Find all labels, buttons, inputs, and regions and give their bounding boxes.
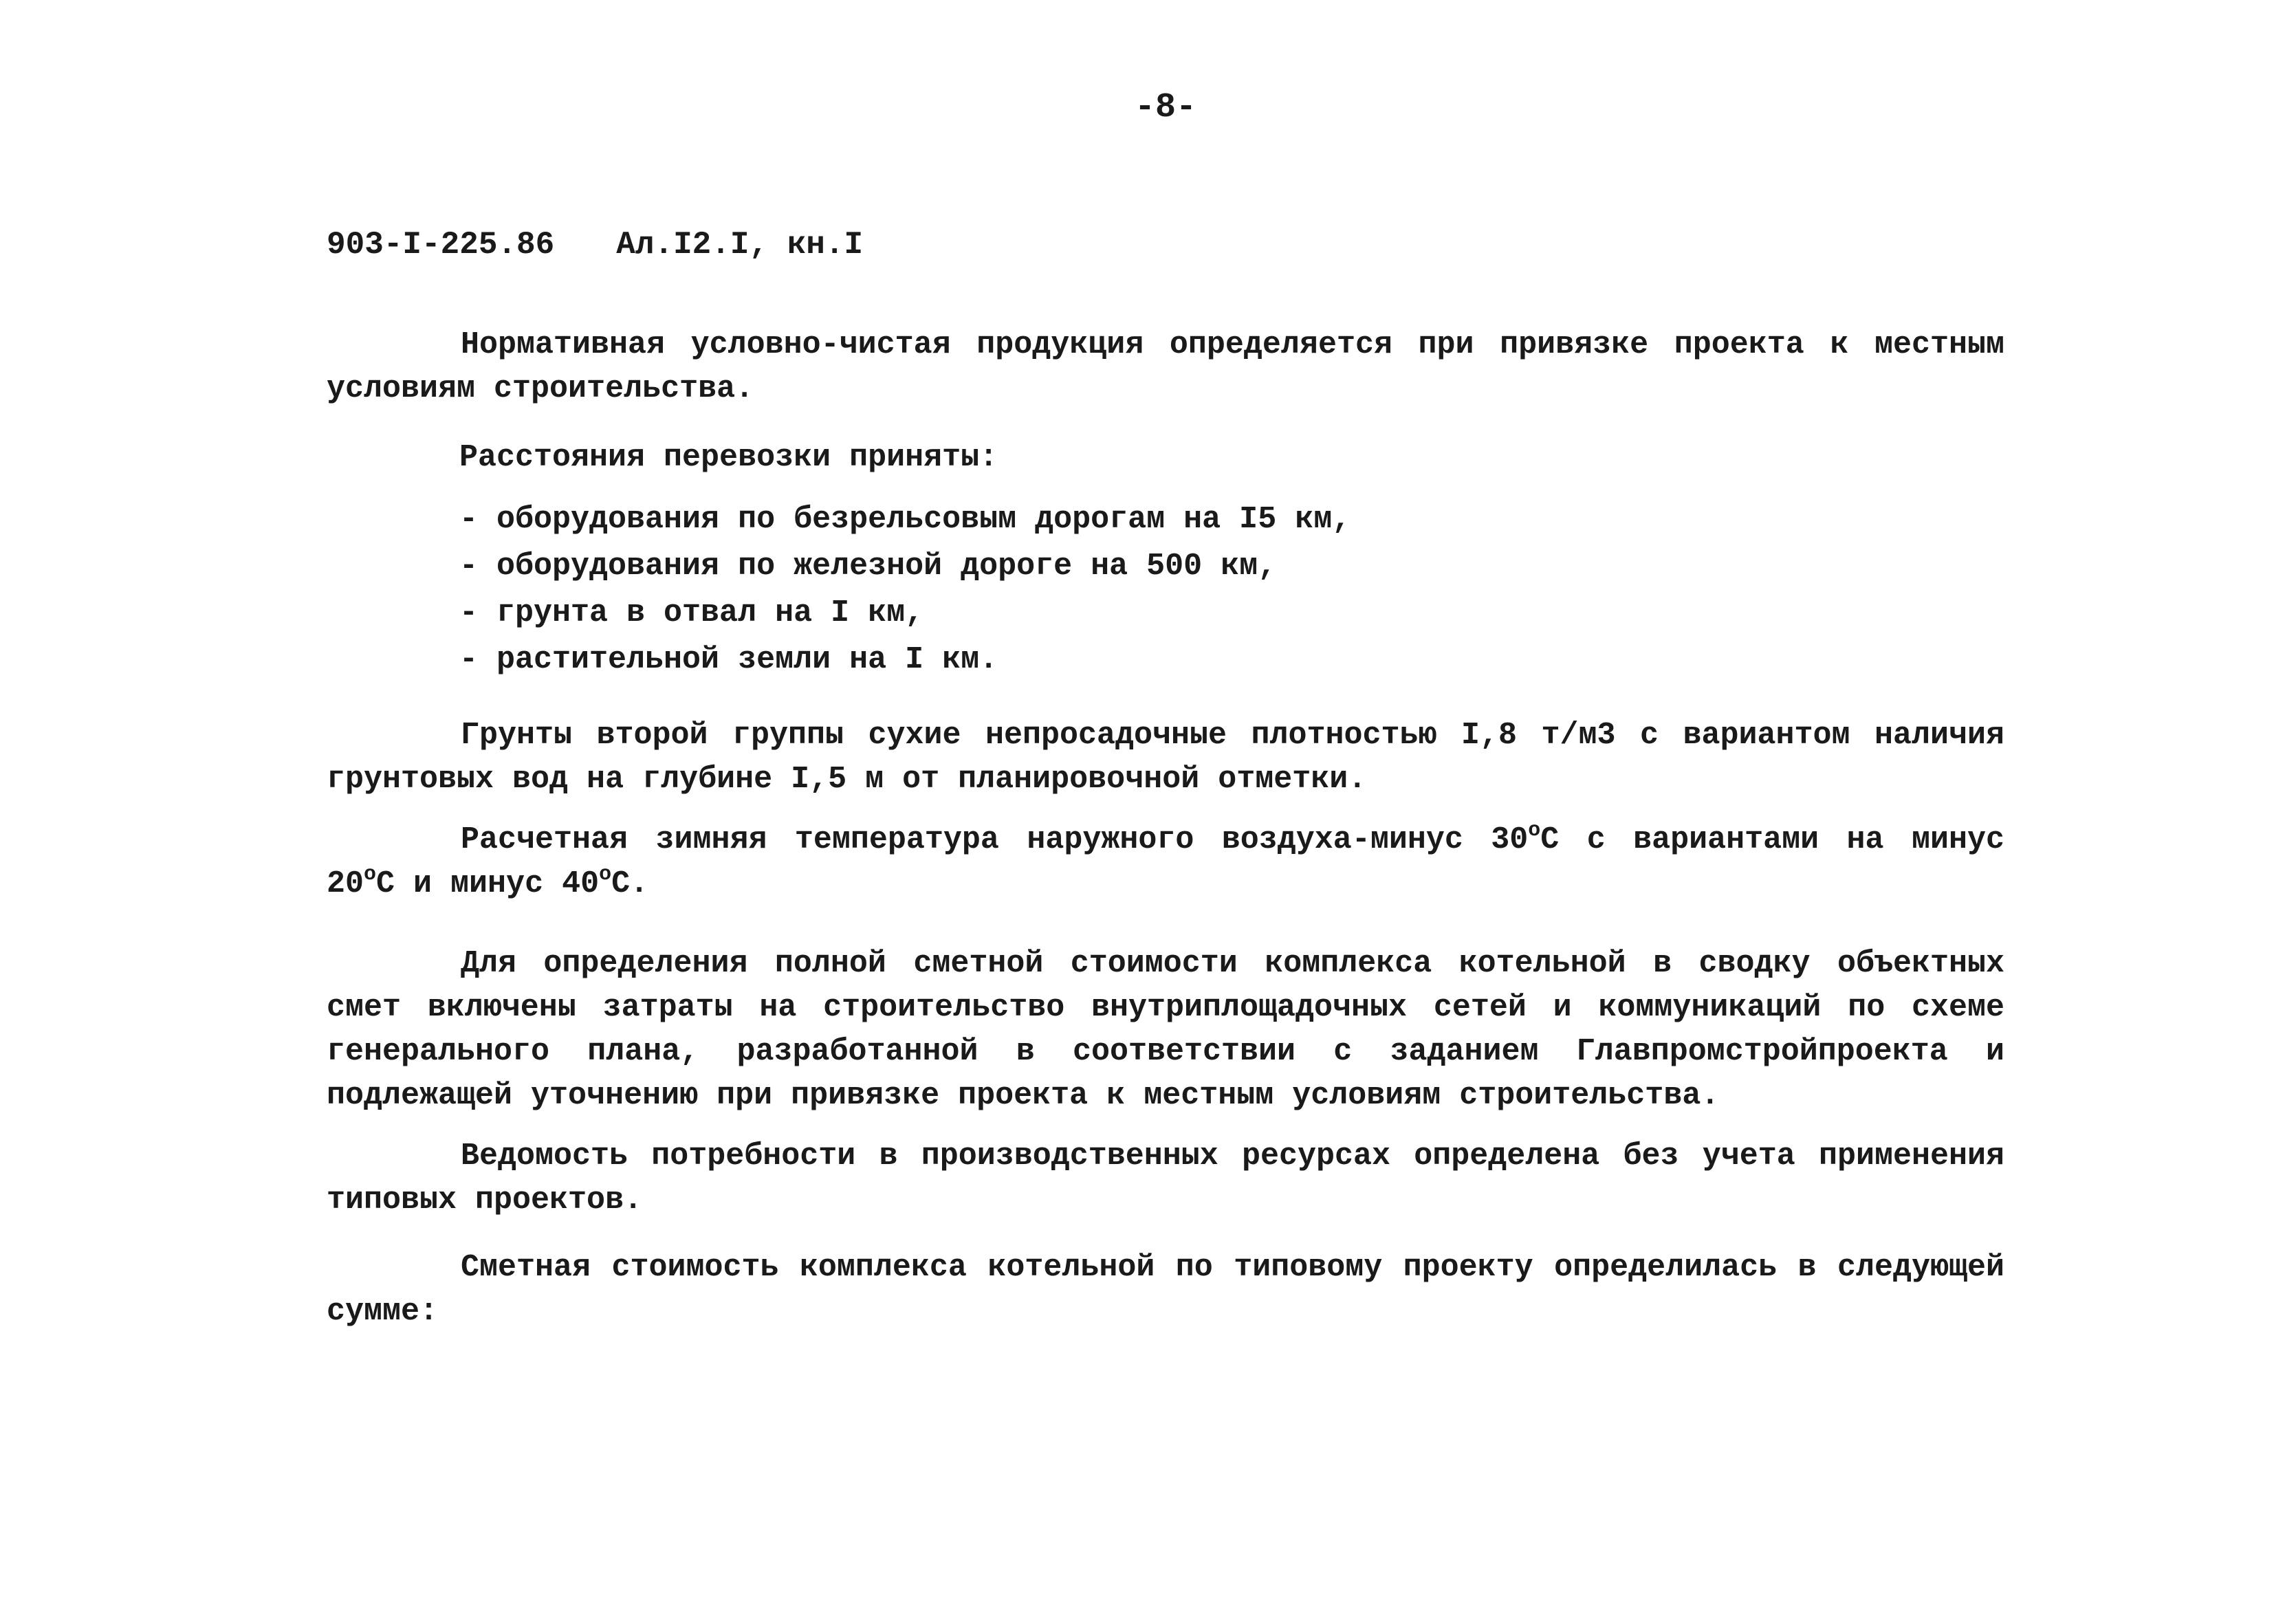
list-item: - грунта в отвал на I км,: [459, 595, 924, 630]
list-item: - растительной земли на I км.: [459, 642, 998, 677]
page-number: -8-: [1135, 88, 1197, 127]
list-item: - оборудования по безрельсовым дорогам на I5 км,: [459, 502, 1351, 537]
paragraph-soils: Грунты второй группы сухие непросадочные плотностью I,8 т/м3 с вариантом наличия грунтовых вод на глубине I,5 м от планировочной отметки.: [327, 718, 2004, 797]
temperature-text-d: С.: [611, 866, 649, 901]
album-reference: Ал.I2.I, кн.I: [616, 227, 864, 263]
paragraph-normative-production: Нормативная условно-чистая продукция определяется при привязке проекта к местным условиям строительства.: [327, 327, 2004, 406]
degree-sign: о: [1528, 819, 1541, 842]
transport-distance-list: [459, 496, 1972, 683]
degree-sign: о: [599, 863, 612, 886]
paragraph-estimated-total: Сметная стоимость комплекса котельной по типовому проекту определилась в следующей сумме:: [327, 1250, 2004, 1329]
paragraph-transport-distances: Расстояния перевозки приняты:: [459, 440, 998, 475]
degree-sign: о: [364, 863, 377, 886]
temperature-text-c: С и минус 40: [376, 866, 600, 901]
list-item: - оборудования по железной дороге на 500 км,: [459, 549, 1277, 584]
paragraph-resource-statement: Ведомость потребности в производственных ресурсах определена без учета применения типовых проектов.: [327, 1139, 2004, 1218]
temperature-text-b: С с вариантами на минус 20: [327, 822, 2004, 901]
temperature-text-a: Расчетная зимняя температура наружного воздуха-минус 30: [461, 822, 1529, 857]
doc-code: 903-I-225.86: [327, 227, 555, 263]
paragraph-estimate-cost: Для определения полной сметной стоимости комплекса котельной в сводку объектных смет включены затраты на строительство внутриплощадочных сетей и коммуникаций по схеме генерального плана, разработанной в соответствии с заданием Главпромстройпроекта и подлежащей уточнению при привязке проекта к местным условиям строительства.: [327, 946, 2004, 1113]
paragraph-winter-temperature: [327, 818, 2004, 906]
document-code-line: [327, 227, 863, 263]
